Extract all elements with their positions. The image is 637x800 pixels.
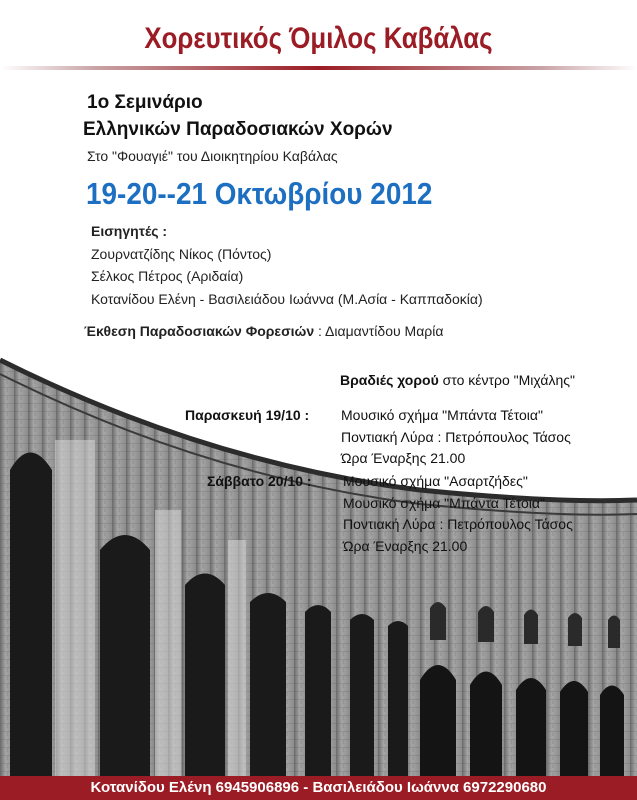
schedule-day: Παρασκευή 19/10 : bbox=[185, 407, 310, 423]
event-dates: 19-20--21 Οκτωβρίου 2012 bbox=[86, 176, 433, 211]
schedule-item: Ώρα Έναρξης 21.00 bbox=[343, 537, 468, 554]
speaker-item: Κοτανίδου Ελένη - Βασιλειάδου Ιωάννα (Μ.Ασία - Καππαδοκία) bbox=[91, 290, 483, 307]
seminar-name: Ελληνικών Παραδοσιακών Χορών bbox=[83, 119, 393, 140]
exhibition-person: : Διαμαντίδου Μαρία bbox=[318, 323, 444, 339]
schedule-item: Ποντιακή Λύρα : Πετρόπουλος Τάσος bbox=[341, 428, 571, 445]
speakers-section bbox=[91, 220, 483, 310]
schedule-item: Μουσικό σχήμα "Μπάντα Τέτοια" bbox=[341, 407, 543, 423]
venue-text: Στο "Φουαγιέ" του Διοικητηρίου Καβάλας bbox=[87, 148, 338, 164]
speaker-item: Ζουρνατζίδης Νίκος (Πόντος) bbox=[91, 245, 272, 262]
page-title: Χορευτικός Όμιλος Καβάλας bbox=[144, 22, 493, 55]
speakers-heading: Εισηγητές : bbox=[91, 223, 168, 239]
schedule-item: Μουσικό σχήμα "Ασαρτζήδες" bbox=[343, 473, 528, 489]
speaker-item: Σέλκος Πέτρος (Αριδαία) bbox=[91, 268, 244, 284]
contact-footer bbox=[0, 776, 637, 800]
contact-numbers: Κοτανίδου Ελένη 6945906896 - Βασιλειάδου Ιωάννα 6972290680 bbox=[90, 779, 547, 796]
seminar-number: 1ο Σεμινάριο bbox=[87, 92, 203, 113]
schedule-item: Ποντιακή Λύρα : Πετρόπουλος Τάσος bbox=[343, 516, 573, 532]
title-divider bbox=[0, 66, 637, 70]
dance-nights-line bbox=[340, 372, 575, 388]
schedule-item: Μουσικό σχήμα "Μπάντα Τέτοια" bbox=[343, 494, 545, 511]
schedule-day: Σάββατο 20/10 : bbox=[207, 473, 312, 489]
schedule-item: Ώρα Έναρξης 21.00 bbox=[341, 450, 466, 466]
dance-nights-label: Βραδιές χορού bbox=[340, 372, 439, 388]
exhibition-line bbox=[84, 323, 443, 339]
dance-nights-venue: στο κέντρο "Μιχάλης" bbox=[442, 372, 575, 388]
exhibition-label: Έκθεση Παραδοσιακών Φορεσιών bbox=[84, 323, 315, 339]
